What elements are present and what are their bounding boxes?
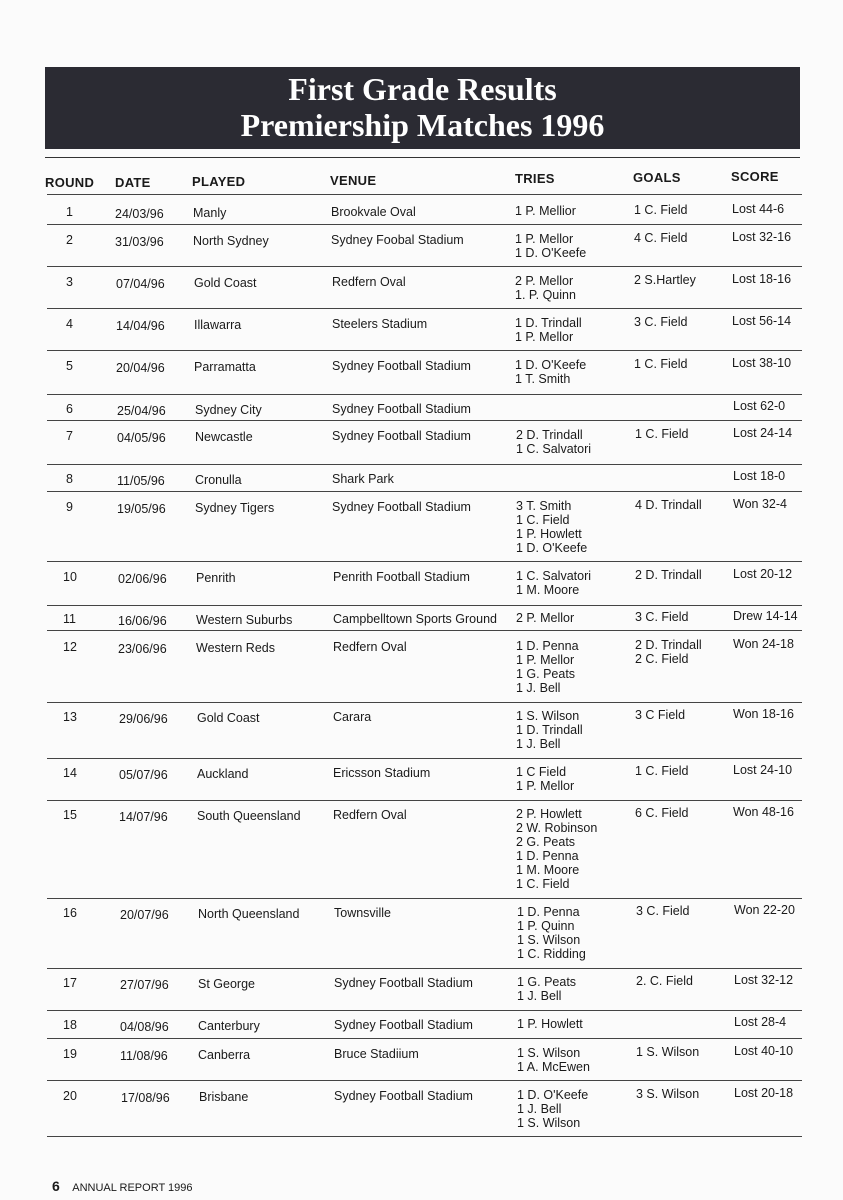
date-cell: 07/04/96 xyxy=(116,277,165,291)
goal-kicker: 1 C. Field xyxy=(635,764,689,778)
title-banner xyxy=(45,67,800,149)
date-cell: 25/04/96 xyxy=(117,404,166,418)
opponent-cell: Sydney City xyxy=(195,403,262,417)
row-divider xyxy=(47,1136,802,1137)
try-scorer: 1 T. Smith xyxy=(515,372,571,386)
try-scorer: 1 P. Quinn xyxy=(517,919,575,933)
try-scorer: 1 G. Peats xyxy=(516,667,576,681)
goals-cell xyxy=(635,708,685,722)
tries-cell xyxy=(516,765,574,793)
row-divider xyxy=(47,800,802,801)
try-scorer: 2 P. Mellor xyxy=(516,611,575,625)
date-cell: 11/08/96 xyxy=(120,1049,168,1063)
goal-kicker: 2 S.Hartley xyxy=(634,273,696,287)
score-cell: Drew 14-14 xyxy=(733,609,798,623)
tries-cell xyxy=(516,807,597,891)
date-cell: 05/07/96 xyxy=(119,768,168,782)
opponent-cell: Gold Coast xyxy=(197,711,260,725)
row-divider xyxy=(47,758,802,759)
row-divider xyxy=(47,491,802,492)
footer-label: ANNUAL REPORT 1996 xyxy=(72,1182,193,1194)
try-scorer: 2 W. Robinson xyxy=(516,821,598,835)
score-cell: Lost 40-10 xyxy=(734,1044,794,1058)
date-cell: 20/04/96 xyxy=(116,361,165,375)
round-cell: 8 xyxy=(66,472,73,486)
goal-kicker: 2 D. Trindall xyxy=(635,638,702,652)
score-cell: Lost 18-16 xyxy=(732,272,792,286)
header-top-rule xyxy=(45,157,800,158)
try-scorer: 1 S. Wilson xyxy=(517,1116,581,1130)
goal-kicker: 3 C. Field xyxy=(636,904,690,918)
try-scorer: 1 M. Moore xyxy=(516,583,580,597)
opponent-cell: Western Reds xyxy=(196,641,275,655)
try-scorer: 1 P. Mellor xyxy=(515,232,574,246)
round-cell: 13 xyxy=(63,710,77,724)
tries-cell xyxy=(516,569,591,597)
venue-cell: Penrith Football Stadium xyxy=(333,570,470,584)
col-score: SCORE xyxy=(731,169,779,184)
try-scorer: 2 P. Mellor xyxy=(515,274,574,288)
opponent-cell: Penrith xyxy=(196,571,236,585)
row-divider xyxy=(47,464,802,465)
venue-cell: Ericsson Stadium xyxy=(333,766,431,780)
round-cell: 11 xyxy=(63,612,76,626)
col-tries: TRIES xyxy=(515,171,555,186)
try-scorer: 3 T. Smith xyxy=(516,499,572,513)
row-divider xyxy=(47,702,802,703)
goal-kicker: 1 C. Field xyxy=(634,203,688,217)
round-cell: 20 xyxy=(63,1089,77,1103)
score-cell: Lost 38-10 xyxy=(732,356,792,370)
try-scorer: 1 C. Field xyxy=(516,513,570,527)
score-cell: Won 18-16 xyxy=(733,707,794,721)
date-cell: 17/08/96 xyxy=(121,1091,170,1105)
try-scorer: 1 D. Penna xyxy=(516,849,579,863)
opponent-cell: Brisbane xyxy=(199,1090,249,1104)
date-cell: 23/06/96 xyxy=(118,642,167,656)
try-scorer: 1 J. Bell xyxy=(517,989,562,1003)
opponent-cell: Illawarra xyxy=(194,318,242,332)
try-scorer: 1 S. Wilson xyxy=(517,1046,581,1060)
opponent-cell: St George xyxy=(198,977,255,991)
try-scorer: 1 P. Mellior xyxy=(515,204,576,218)
opponent-cell: Canberra xyxy=(198,1048,251,1062)
goal-kicker: 3 S. Wilson xyxy=(636,1087,700,1101)
date-cell: 16/06/96 xyxy=(118,614,167,628)
try-scorer: 1 M. Moore xyxy=(516,863,580,877)
row-divider xyxy=(47,561,802,562)
try-scorer: 1 P. Howlett xyxy=(517,1017,583,1031)
try-scorer: 1 C. Field xyxy=(516,877,570,891)
col-played: PLAYED xyxy=(192,174,246,189)
venue-cell: Sydney Football Stadium xyxy=(332,402,471,416)
try-scorer: 1 J. Bell xyxy=(516,737,561,751)
try-scorer: 1 C Field xyxy=(516,765,567,779)
goals-cell xyxy=(635,568,702,582)
title-line-1: First Grade Results xyxy=(288,71,557,107)
row-divider xyxy=(47,394,802,395)
goals-cell xyxy=(634,203,688,217)
try-scorer: 1 C. Ridding xyxy=(517,947,586,961)
round-cell: 17 xyxy=(63,976,77,990)
venue-cell: Redfern Oval xyxy=(333,808,407,822)
goals-cell xyxy=(635,638,702,666)
score-cell: Won 32-4 xyxy=(733,497,787,511)
date-cell: 20/07/96 xyxy=(120,908,169,922)
score-cell: Lost 44-6 xyxy=(732,202,785,216)
goals-cell xyxy=(634,315,688,329)
opponent-cell: Manly xyxy=(193,206,227,220)
page-number: 6 xyxy=(52,1178,60,1194)
venue-cell: Steelers Stadium xyxy=(332,317,428,331)
col-date: DATE xyxy=(115,175,151,190)
goals-cell xyxy=(635,498,702,512)
venue-cell: Sydney Football Stadium xyxy=(334,976,473,990)
try-scorer: 1 D. O'Keefe xyxy=(515,358,587,372)
opponent-cell: North Queensland xyxy=(198,907,300,921)
venue-cell: Shark Park xyxy=(332,472,394,486)
try-scorer: 1 D. Penna xyxy=(517,905,580,919)
date-cell: 04/08/96 xyxy=(120,1020,169,1034)
score-cell: Lost 18-0 xyxy=(733,469,786,483)
row-divider xyxy=(47,898,802,899)
date-cell: 29/06/96 xyxy=(119,712,168,726)
opponent-cell: Sydney Tigers xyxy=(195,501,275,515)
try-scorer: 1 D. Penna xyxy=(516,639,579,653)
try-scorer: 2 P. Howlett xyxy=(516,807,582,821)
goals-cell xyxy=(634,273,696,287)
row-divider xyxy=(47,308,802,309)
venue-cell: Campbelltown Sports Ground xyxy=(333,612,497,626)
tries-cell xyxy=(516,499,587,555)
try-scorer: 1 J. Bell xyxy=(516,681,561,695)
col-venue: VENUE xyxy=(330,173,377,188)
tries-cell xyxy=(517,975,576,1003)
venue-cell: Sydney Football Stadium xyxy=(332,359,471,373)
goals-cell xyxy=(635,610,689,624)
tries-cell xyxy=(515,274,576,302)
date-cell: 04/05/96 xyxy=(117,431,166,445)
date-cell: 02/06/96 xyxy=(118,572,167,586)
try-scorer: 1 J. Bell xyxy=(517,1102,562,1116)
round-cell: 15 xyxy=(63,808,77,822)
col-round: ROUND xyxy=(45,175,95,190)
score-cell: Won 24-18 xyxy=(733,637,794,651)
goal-kicker: 1 S. Wilson xyxy=(636,1045,700,1059)
goal-kicker: 2 D. Trindall xyxy=(635,568,702,582)
score-cell: Lost 28-4 xyxy=(734,1015,787,1029)
score-cell: Lost 56-14 xyxy=(732,314,792,328)
round-cell: 6 xyxy=(66,402,73,416)
title-line-2: Premiership Matches 1996 xyxy=(240,107,605,143)
try-scorer: 1 P. Mellor xyxy=(516,653,575,667)
date-cell: 11/05/96 xyxy=(117,474,165,488)
try-scorer: 2 D. Trindall xyxy=(516,428,583,442)
try-scorer: 1 D. O'Keefe xyxy=(516,541,588,555)
try-scorer: 1 S. Wilson xyxy=(517,933,581,947)
tries-cell xyxy=(516,639,579,695)
col-goals: GOALS xyxy=(633,170,681,185)
date-cell: 14/04/96 xyxy=(116,319,165,333)
goals-cell xyxy=(636,1045,699,1059)
row-divider xyxy=(47,605,802,606)
goals-cell xyxy=(636,974,693,988)
date-cell: 19/05/96 xyxy=(117,502,166,516)
goal-kicker: 1 C. Field xyxy=(634,357,688,371)
score-cell: Lost 20-12 xyxy=(733,567,793,581)
goals-cell xyxy=(636,904,690,918)
score-cell: Won 22-20 xyxy=(734,903,795,917)
tries-cell xyxy=(517,1046,590,1074)
opponent-cell: North Sydney xyxy=(193,234,269,248)
score-cell: Lost 62-0 xyxy=(733,399,786,413)
goals-cell xyxy=(635,806,689,820)
venue-cell: Sydney Foobal Stadium xyxy=(331,233,464,247)
date-cell: 24/03/96 xyxy=(115,207,164,221)
venue-cell: Sydney Football Stadium xyxy=(334,1018,473,1032)
goals-cell xyxy=(635,764,689,778)
try-scorer: 1 C. Salvatori xyxy=(516,569,592,583)
row-divider xyxy=(47,224,802,225)
venue-cell: Townsville xyxy=(334,906,391,920)
tries-cell xyxy=(517,1017,583,1031)
round-cell: 16 xyxy=(63,906,77,920)
try-scorer: 1 A. McEwen xyxy=(517,1060,590,1074)
row-divider xyxy=(47,350,802,351)
tries-cell xyxy=(517,1088,588,1130)
score-cell: Won 48-16 xyxy=(733,805,794,819)
round-cell: 9 xyxy=(66,500,73,514)
try-scorer: 1 P. Mellor xyxy=(515,330,574,344)
row-divider xyxy=(47,1038,802,1039)
venue-cell: Brookvale Oval xyxy=(331,205,416,219)
row-divider xyxy=(47,420,802,421)
goals-cell xyxy=(634,231,688,245)
try-scorer: 1 P. Howlett xyxy=(516,527,582,541)
venue-cell: Sydney Football Stadium xyxy=(332,500,471,514)
venue-cell: Carara xyxy=(333,710,372,724)
try-scorer: 1 G. Peats xyxy=(517,975,577,989)
date-cell: 27/07/96 xyxy=(120,978,169,992)
round-cell: 7 xyxy=(66,429,73,443)
score-cell: Lost 32-12 xyxy=(734,973,794,987)
row-divider xyxy=(47,266,802,267)
try-scorer: 1 D. Trindall xyxy=(515,316,582,330)
tries-cell xyxy=(515,232,586,260)
tries-cell xyxy=(516,709,583,751)
row-divider xyxy=(47,630,802,631)
opponent-cell: Western Suburbs xyxy=(196,613,293,627)
tries-cell xyxy=(515,204,576,218)
venue-cell: Redfern Oval xyxy=(333,640,407,654)
row-divider xyxy=(47,968,802,969)
goals-cell xyxy=(635,427,689,441)
row-divider xyxy=(47,1010,802,1011)
row-divider xyxy=(47,1080,802,1081)
goal-kicker: 3 C. Field xyxy=(634,315,688,329)
score-cell: Lost 24-10 xyxy=(733,763,793,777)
goals-cell xyxy=(634,357,688,371)
date-cell: 14/07/96 xyxy=(119,810,168,824)
goal-kicker: 2. C. Field xyxy=(636,974,693,988)
goal-kicker: 3 C Field xyxy=(635,708,686,722)
round-cell: 2 xyxy=(66,233,73,247)
round-cell: 19 xyxy=(63,1047,77,1061)
round-cell: 12 xyxy=(63,640,77,654)
round-cell: 10 xyxy=(63,570,77,584)
opponent-cell: Parramatta xyxy=(194,360,256,374)
round-cell: 1 xyxy=(66,205,73,219)
score-cell: Lost 32-16 xyxy=(732,230,792,244)
round-cell: 5 xyxy=(66,359,73,373)
try-scorer: 1 D. O'Keefe xyxy=(517,1088,589,1102)
opponent-cell: South Queensland xyxy=(197,809,301,823)
goal-kicker: 4 D. Trindall xyxy=(635,498,702,512)
try-scorer: 1 C. Salvatori xyxy=(516,442,592,456)
venue-cell: Sydney Football Stadium xyxy=(332,429,471,443)
opponent-cell: Cronulla xyxy=(195,473,242,487)
try-scorer: 1 S. Wilson xyxy=(516,709,580,723)
round-cell: 4 xyxy=(66,317,73,331)
score-cell: Lost 24-14 xyxy=(733,426,793,440)
row-divider xyxy=(47,194,802,195)
tries-cell xyxy=(516,611,574,625)
tries-cell xyxy=(515,358,586,386)
try-scorer: 2 G. Peats xyxy=(516,835,576,849)
venue-cell: Sydney Football Stadium xyxy=(334,1089,473,1103)
tries-cell xyxy=(517,905,586,961)
date-cell: 31/03/96 xyxy=(115,235,164,249)
try-scorer: 1 P. Mellor xyxy=(516,779,575,793)
score-cell: Lost 20-18 xyxy=(734,1086,794,1100)
round-cell: 18 xyxy=(63,1018,77,1032)
opponent-cell: Auckland xyxy=(197,767,249,781)
try-scorer: 1. P. Quinn xyxy=(515,288,576,302)
opponent-cell: Gold Coast xyxy=(194,276,257,290)
try-scorer: 1 D. O'Keefe xyxy=(515,246,587,260)
round-cell: 14 xyxy=(63,766,77,780)
goal-kicker: 4 C. Field xyxy=(634,231,688,245)
page-footer xyxy=(52,1178,193,1194)
goal-kicker: 1 C. Field xyxy=(635,427,689,441)
goal-kicker: 2 C. Field xyxy=(635,652,689,666)
goal-kicker: 6 C. Field xyxy=(635,806,689,820)
tries-cell xyxy=(515,316,582,344)
goal-kicker: 3 C. Field xyxy=(635,610,689,624)
venue-cell: Redfern Oval xyxy=(332,275,406,289)
try-scorer: 1 D. Trindall xyxy=(516,723,583,737)
venue-cell: Bruce Stadiium xyxy=(334,1047,419,1061)
goals-cell xyxy=(636,1087,699,1101)
round-cell: 3 xyxy=(66,275,73,289)
opponent-cell: Newcastle xyxy=(195,430,253,444)
opponent-cell: Canterbury xyxy=(198,1019,260,1033)
tries-cell xyxy=(516,428,591,456)
